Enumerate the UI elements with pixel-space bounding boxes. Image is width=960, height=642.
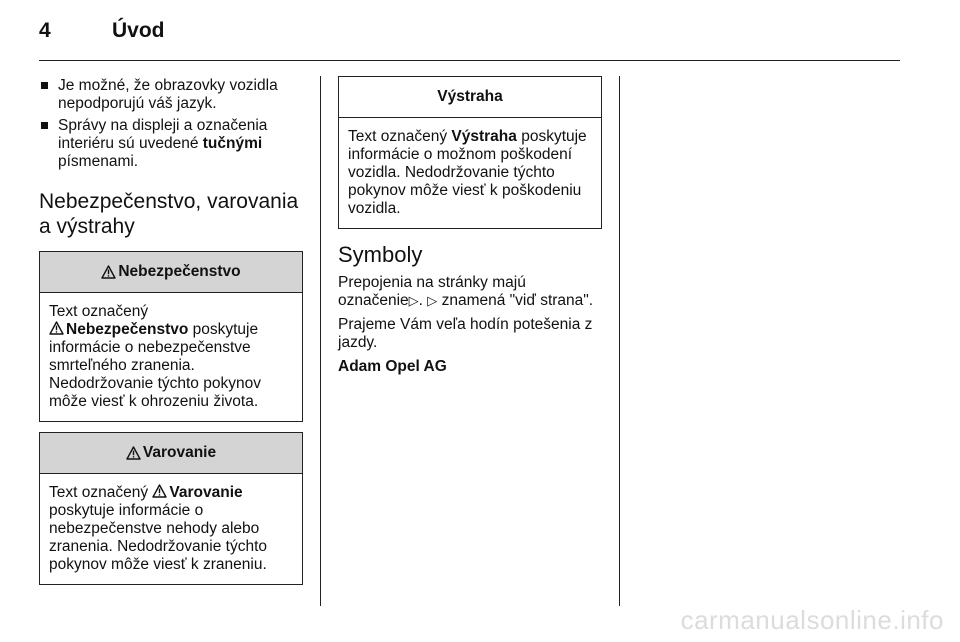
danger-box	[39, 251, 303, 422]
warning-box	[39, 432, 303, 585]
bullet-square-icon	[41, 82, 48, 89]
danger-box-title: Nebezpečenstvo	[40, 252, 302, 293]
symbols-paragraph: Prepojenia na stránky majú označenie▷. ▷ znamená "viď strana".	[338, 274, 594, 309]
warning-box-body: Text označený Varovanie poskytuje informácie o nebezpečenstve nehody alebo zranenia. Nedodržovanie týchto pokynov môže viesť k zraneniu.	[49, 484, 267, 573]
caution-box	[338, 76, 602, 229]
page-reference-arrow-icon: ▷	[408, 293, 419, 308]
chapter-title: Úvod	[112, 19, 165, 42]
warning-box-title: Varovanie	[40, 433, 302, 474]
warning-triangle-icon	[126, 446, 141, 460]
bullet-square-icon	[41, 122, 48, 129]
warning-triangle-icon	[152, 484, 167, 498]
column-one	[39, 77, 303, 585]
column-two	[338, 76, 602, 382]
bullet-list	[39, 77, 303, 171]
danger-box-body: Text označený Nebezpečenstvo poskytuje informácie o nebezpečenstve smrteľného zranenia. Nedodržovanie týchto pokynov môže viesť k ohrozeniu života.	[49, 303, 261, 410]
section-heading: Nebezpečenstvo, varovania a výstrahy	[39, 190, 299, 238]
page-number: 4	[39, 19, 51, 42]
signature: Adam Opel AG	[338, 358, 447, 375]
bullet-item: Je možné, že obrazovky vozidla nepodporujú váš jazyk.	[39, 77, 303, 113]
caution-box-title: Výstraha	[339, 77, 601, 118]
warning-triangle-icon	[101, 265, 116, 279]
column-divider-left	[320, 76, 321, 606]
wishes-paragraph: Prajeme Vám veľa hodín potešenia z jazdy.	[338, 316, 593, 351]
column-divider-right	[619, 76, 620, 606]
caution-box-body: Text označený Výstraha poskytuje informácie o možnom poškodení vozidla. Nedodržovanie týchto pokynov môže viesť k poškodeniu vozidla.	[348, 128, 587, 217]
warning-triangle-icon	[49, 321, 64, 335]
symbols-heading: Symboly	[338, 242, 423, 267]
bullet-item: Správy na displeji a označenia interiéru sú uvedené tučnými písmenami.	[39, 117, 303, 171]
watermark: carmanualsonline.info	[680, 605, 944, 635]
page-reference-arrow-icon: ▷	[427, 293, 438, 308]
header-rule	[39, 60, 900, 61]
